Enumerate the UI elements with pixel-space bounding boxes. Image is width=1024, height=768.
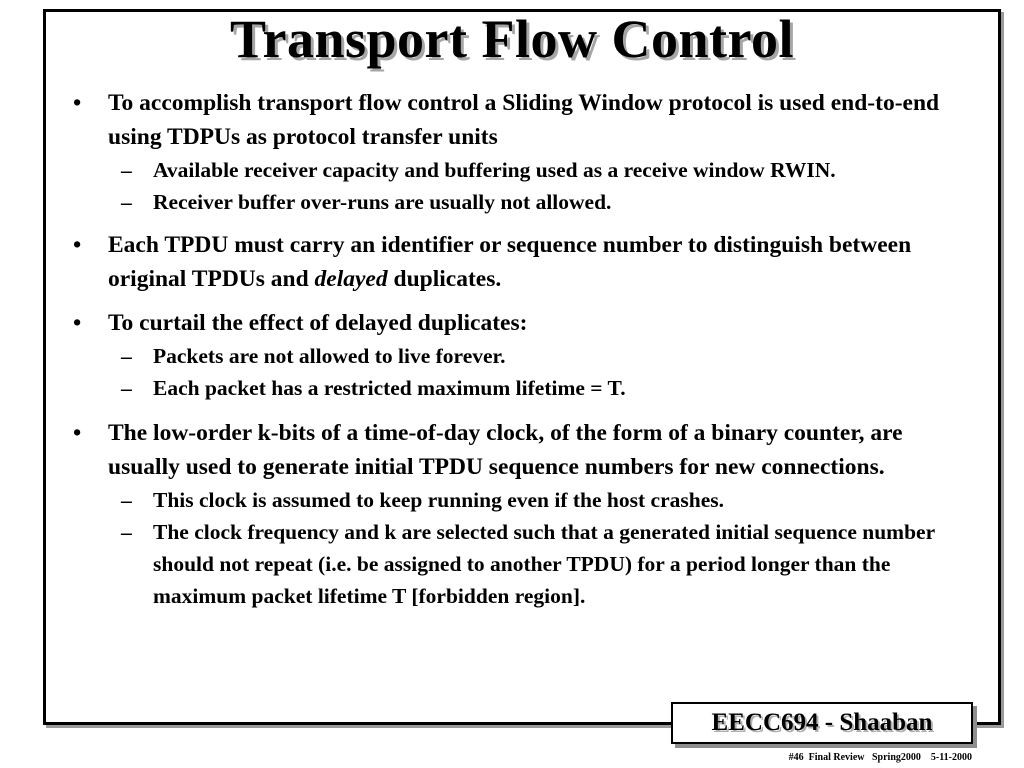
sub-3-2-text: Each packet has a restricted maximum lifetime = T. [153, 376, 626, 400]
bullet-icon: • [73, 90, 82, 116]
sub-1-2-text: Receiver buffer over-runs are usually not allowed. [153, 190, 612, 214]
bullet-icon: • [73, 310, 82, 336]
bullet-2-emphasis: delayed [314, 266, 388, 292]
bullet-2-text-start: Each TPDU must carry an identifier or sequence number to distinguish between original TPDUs and [108, 232, 912, 292]
dash-icon: – [121, 376, 132, 400]
bullet-icon: • [73, 420, 82, 446]
course-badge: EECC694 - Shaaban [671, 702, 973, 744]
bullet-1-text: To accomplish transport flow control a Sliding Window protocol is used end-to-end using TDPUs as protocol transfer units [108, 90, 940, 150]
bullet-item-2 [70, 228, 975, 296]
sub-item-1-2 [70, 186, 975, 218]
bullet-3-text: To curtail the effect of delayed duplicates: [108, 310, 528, 336]
sub-item-3-1 [70, 340, 975, 372]
dash-icon: – [121, 520, 132, 544]
sub-item-1-1 [70, 154, 975, 186]
sub-item-4-2 [70, 516, 975, 612]
slide-footer: #46 Final Review Spring2000 5-11-2000 [788, 752, 972, 763]
sub-4-1-text: This clock is assumed to keep running even if the host crashes. [153, 488, 724, 512]
dash-icon: – [121, 190, 132, 214]
slide-title: Transport Flow Control [230, 9, 794, 69]
dash-icon: – [121, 488, 132, 512]
bullet-4-text: The low-order k-bits of a time-of-day clock, of the form of a binary counter, are usually used to generate initial TPDU sequence numbers for new connections. [108, 420, 903, 480]
bullet-item-1 [70, 86, 975, 154]
dash-icon: – [121, 158, 132, 182]
bullet-item-4 [70, 416, 975, 484]
slide-content [70, 86, 975, 612]
sub-4-2-text: The clock frequency and k are selected such that a generated initial sequence number should not repeat (i.e. be assigned to another TPDU) for a period longer than the maximum packet lifetime T [forbidden region]. [153, 520, 935, 608]
bullet-item-3 [70, 306, 975, 340]
sub-item-3-2 [70, 372, 975, 404]
sub-item-4-1 [70, 484, 975, 516]
dash-icon: – [121, 344, 132, 368]
sub-3-1-text: Packets are not allowed to live forever. [153, 344, 506, 368]
bullet-icon: • [73, 232, 82, 258]
sub-1-1-text: Available receiver capacity and buffering used as a receive window RWIN. [153, 158, 836, 182]
bullet-2-text-end: duplicates. [387, 266, 502, 292]
